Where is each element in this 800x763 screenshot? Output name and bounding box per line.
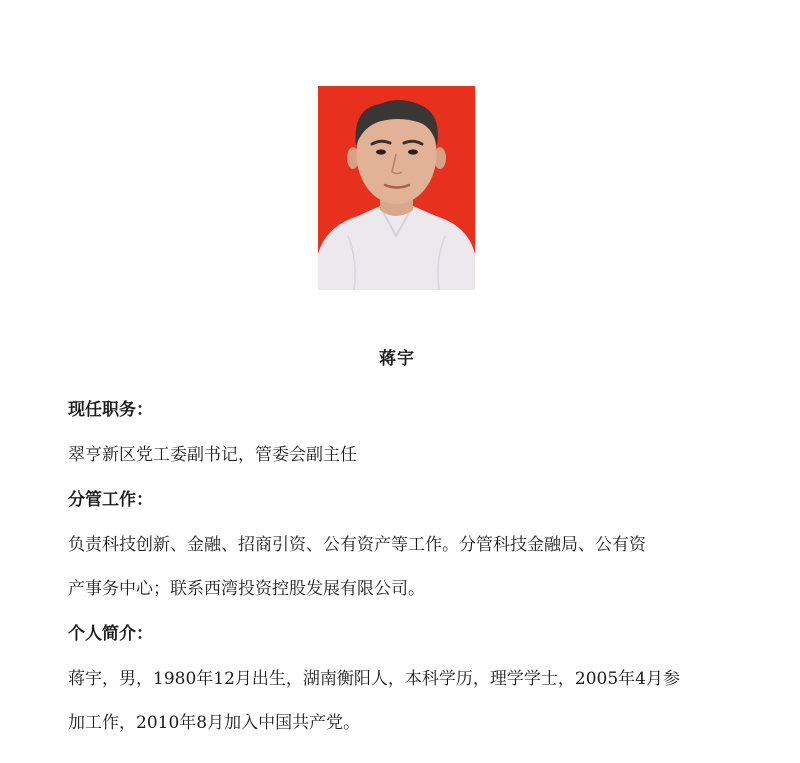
bio-line: 蒋宇，男，1980年12月出生，湖南衡阳人，本科学历，理学学士，2005年4月参 (68, 669, 680, 689)
portrait-photo (318, 86, 475, 290)
duties-line: 负责科技创新、金融、招商引资、公有资产等工作。分管科技金融局、公有资 (68, 535, 646, 555)
position-text: 翠亨新区党工委副书记，管委会副主任 (68, 445, 357, 465)
bio-line: 加工作，2010年8月加入中国共产党。 (68, 713, 361, 733)
position-heading: 现任职务： (68, 400, 153, 420)
duties-heading: 分管工作： (68, 490, 153, 510)
duties-line: 产事务中心；联系西湾投资控股发展有限公司。 (68, 579, 425, 599)
bio-heading: 个人简介： (68, 624, 153, 644)
person-name: 蒋宇 (379, 349, 415, 369)
